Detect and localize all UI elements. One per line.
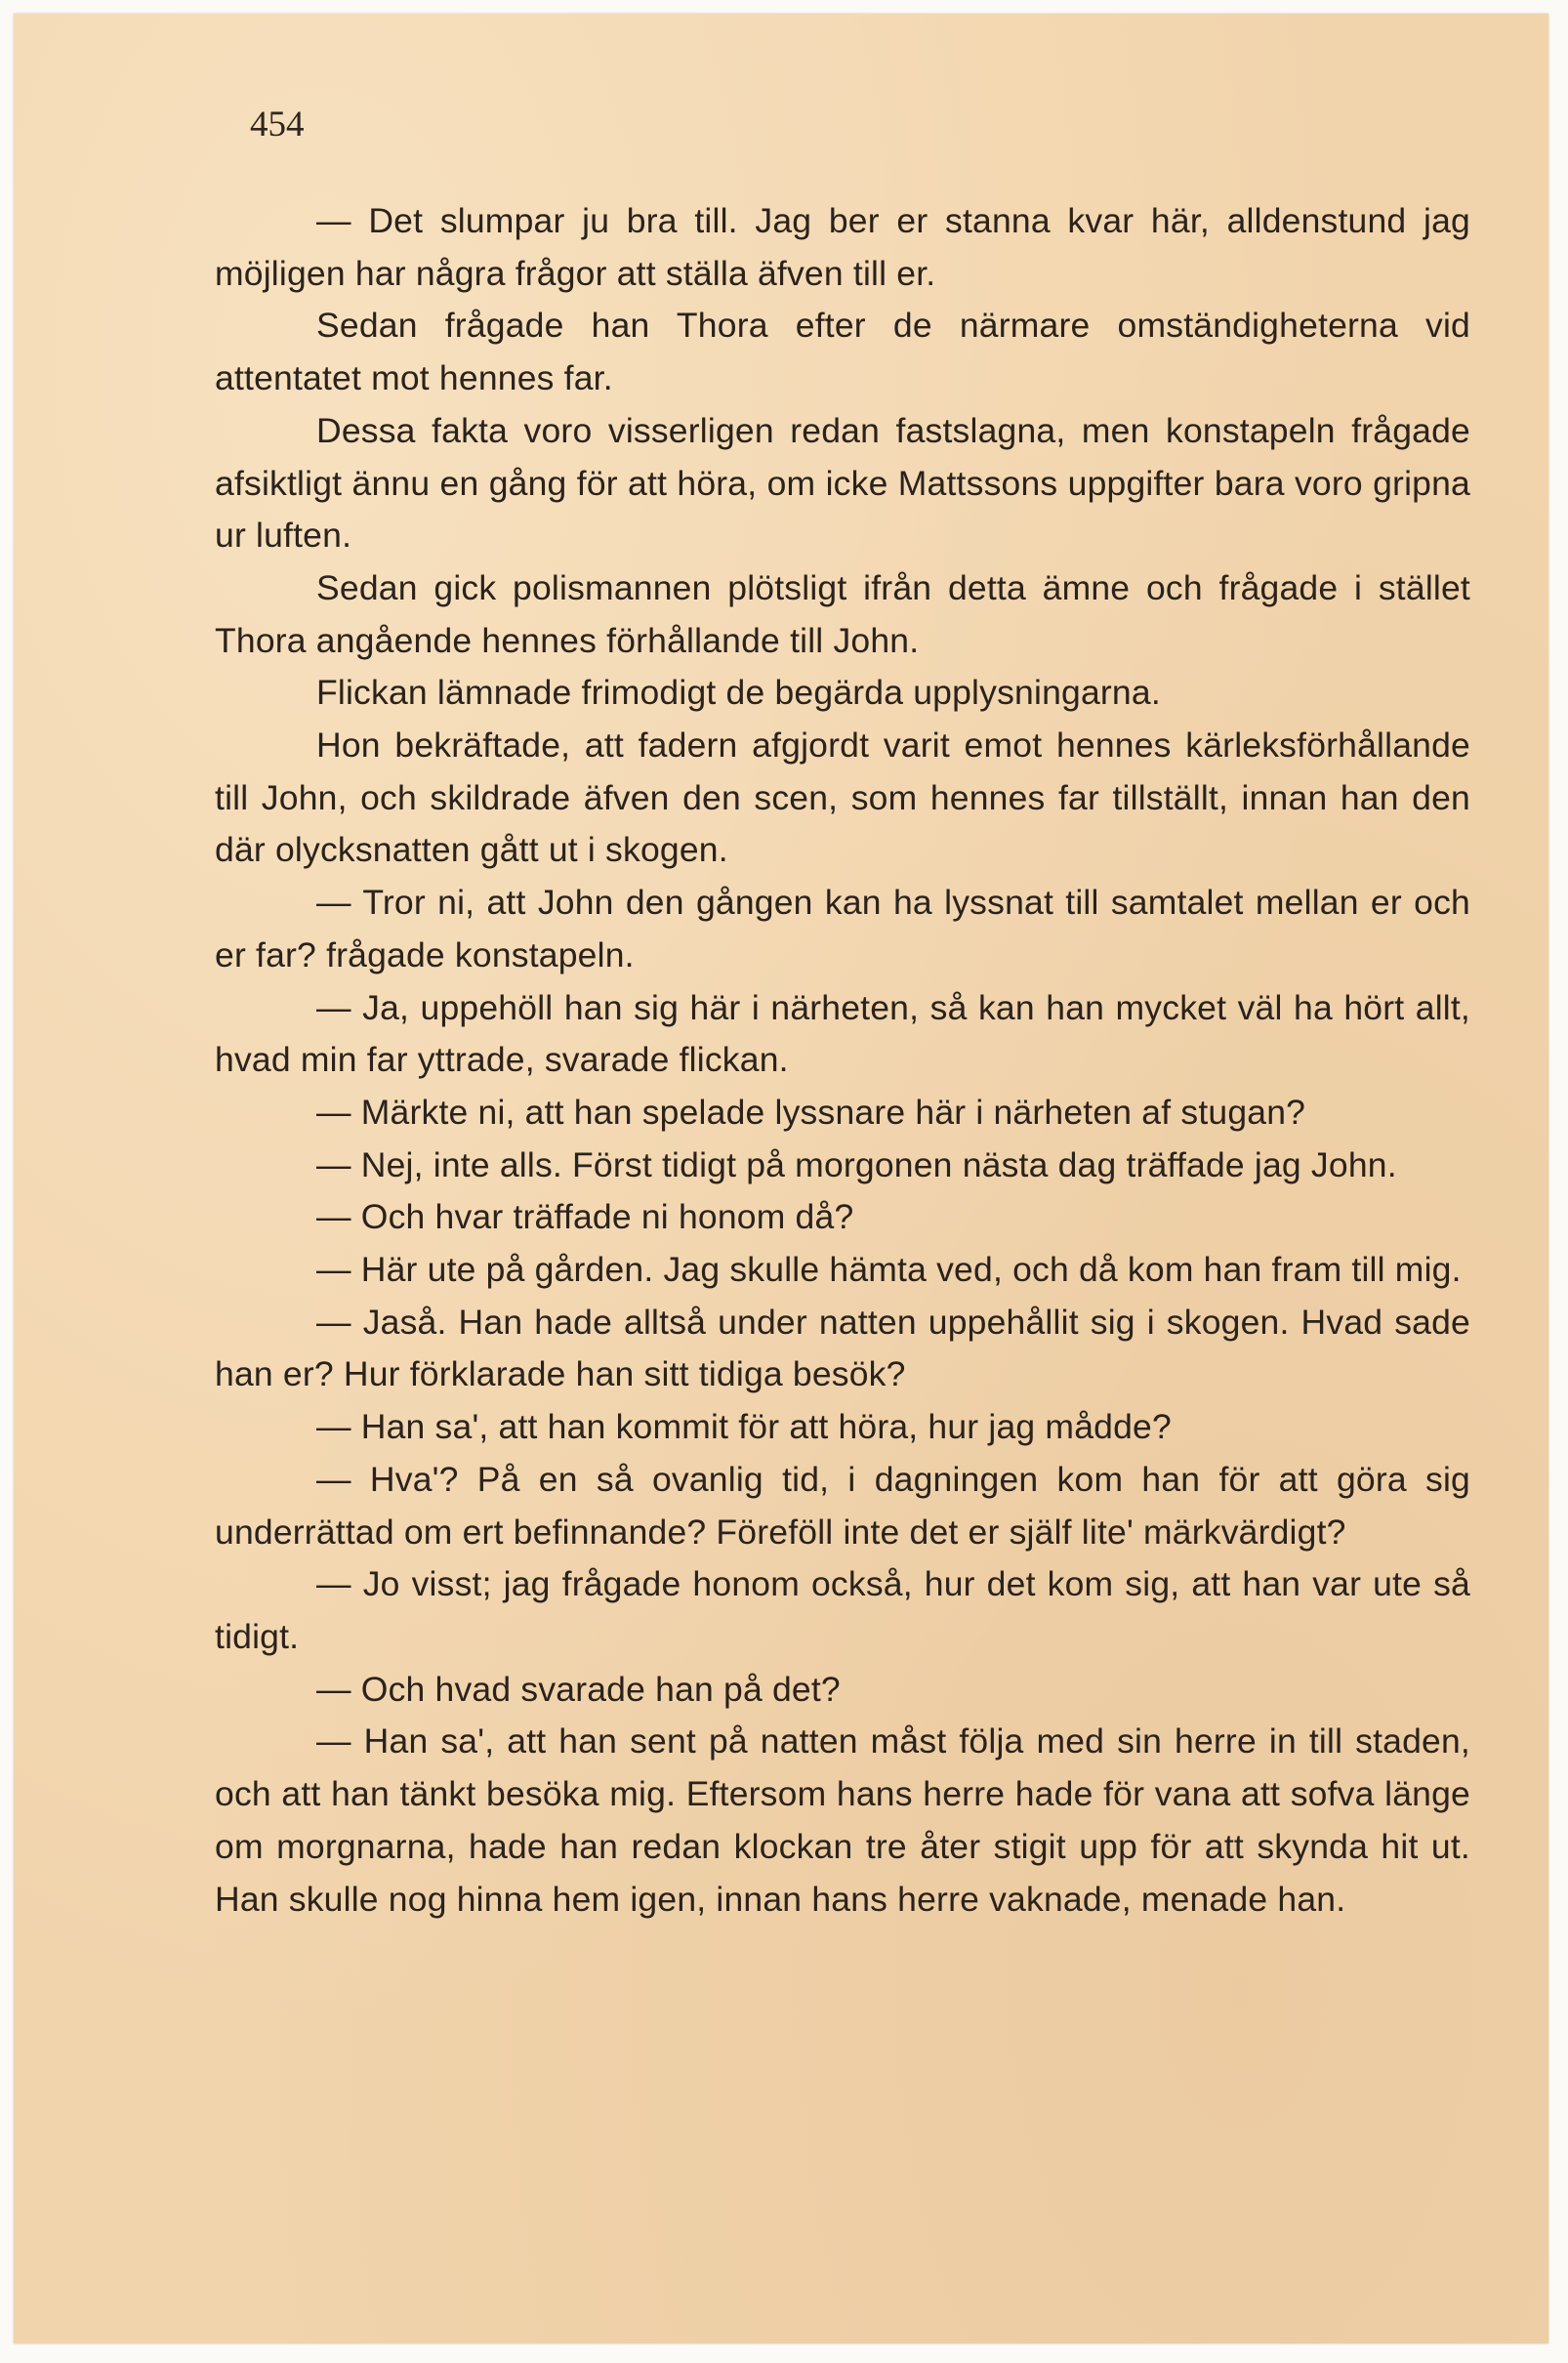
- paragraph: — Det slumpar ju bra till. Jag ber er stanna kvar här, alldenstund jag möjligen har några frågor att ställa äfven till er.: [215, 201, 1470, 293]
- paragraph: — Och hvad svarade han på det?: [316, 1669, 841, 1709]
- paragraph: — Här ute på gården. Jag skulle hämta ved, och då kom han fram till mig.: [316, 1250, 1462, 1290]
- body-text: [215, 195, 1470, 1926]
- paragraph: — Hva'? På en så ovanlig tid, i dagningen kom han för att göra sig underrättad om ert befinnande? Föreföll inte det er själf lite' märkvärdigt?: [215, 1459, 1470, 1552]
- paragraph: Hon bekräftade, att fadern afgjordt varit emot hennes kärleksförhållande till John, och skildrade äfven den scen, som hennes far tillställt, innan han den där olycksnatten gått ut i skogen.: [215, 725, 1470, 870]
- book-page: [14, 14, 1548, 2343]
- paragraph: Sedan gick polismannen plötsligt ifrån detta ämne och frågade i stället Thora angående hennes förhållande till John.: [215, 567, 1470, 660]
- paragraph: — Han sa', att han sent på natten måst följa med sin herre in till staden, och att han tänkt besöka mig. Eftersom hans herre hade för vana att sofva länge om morgnarna, hade han redan klockan tre åter stigit upp för att skynda hit ut. Han skulle nog hinna hem igen, innan hans herre vaknade, menade han.: [215, 1721, 1470, 1919]
- paragraph: — Märkte ni, att han spelade lyssnare här i närheten af stugan?: [316, 1092, 1306, 1132]
- paragraph: — Tror ni, att John den gången kan ha lyssnat till samtalet mellan er och er far? frågade konstapeln.: [215, 883, 1470, 974]
- paragraph: — Jaså. Han hade alltså under natten uppehållit sig i skogen. Hvad sade han er? Hur förklarade han sitt tidiga besök?: [215, 1302, 1470, 1394]
- paragraph: — Och hvar träffade ni honom då?: [316, 1197, 854, 1237]
- paragraph: — Nej, inte alls. Först tidigt på morgonen nästa dag träffade jag John.: [316, 1144, 1397, 1184]
- paragraph: — Han sa', att han kommit för att höra, hur jag mådde?: [316, 1407, 1172, 1447]
- paragraph: — Ja, uppehöll han sig här i närheten, så kan han mycket väl ha hört allt, hvad min far yttrade, svarade flickan.: [215, 987, 1470, 1080]
- paragraph: Flickan lämnade frimodigt de begärda upplysningarna.: [316, 673, 1161, 713]
- paragraph: — Jo visst; jag frågade honom också, hur det kom sig, att han var ute så tidigt.: [215, 1564, 1470, 1656]
- paragraph: Sedan frågade han Thora efter de närmare omständigheterna vid attentatet mot hennes far.: [215, 306, 1470, 398]
- paragraph: Dessa fakta voro visserligen redan fastslagna, men konstapeln frågade afsiktligt ännu en gång för att höra, om icke Mattssons uppgifter bara voro gripna ur luften.: [215, 410, 1470, 556]
- page-number: 454: [250, 104, 305, 145]
